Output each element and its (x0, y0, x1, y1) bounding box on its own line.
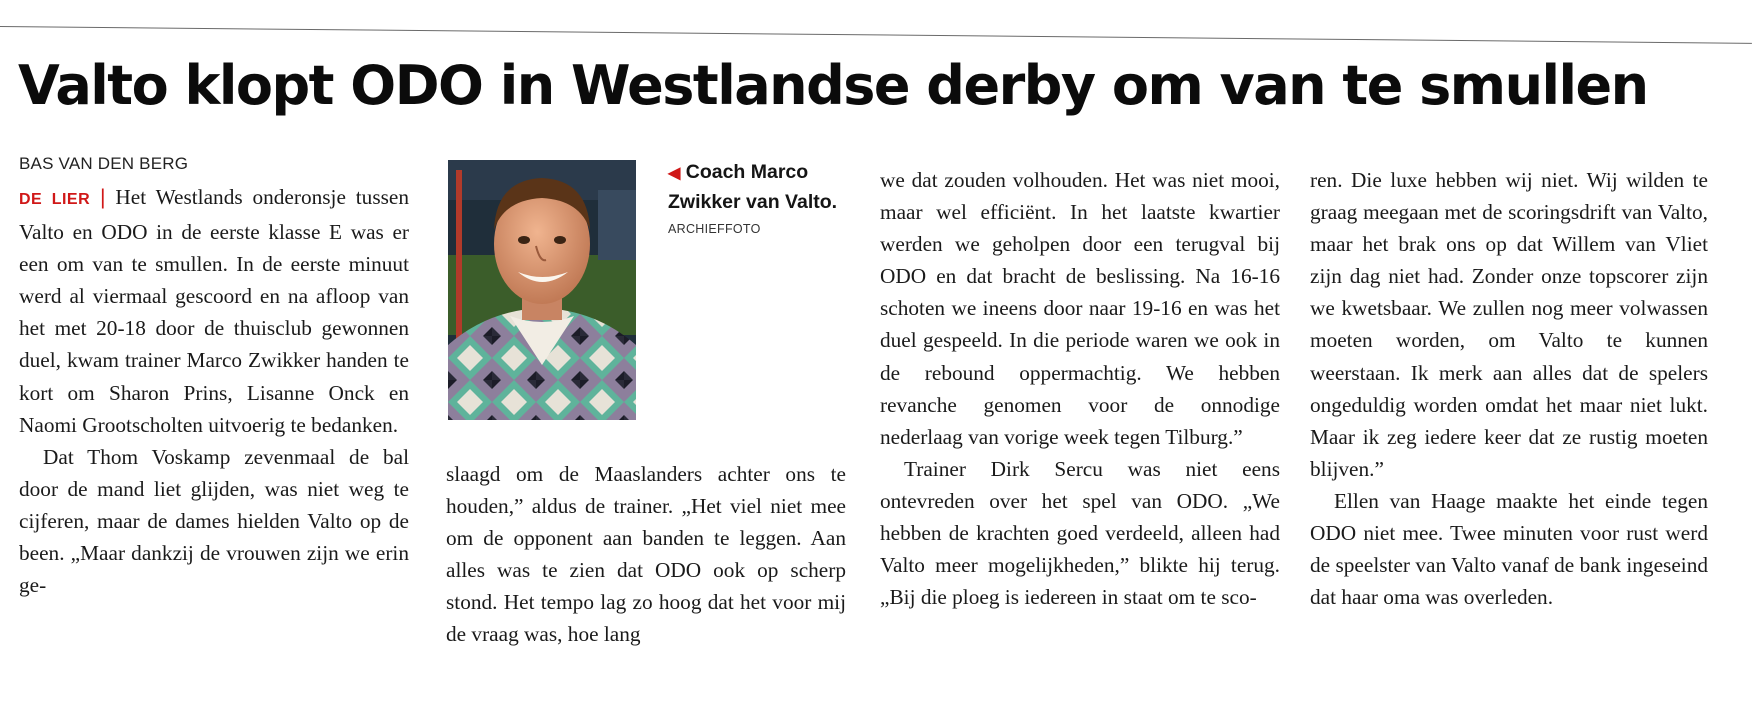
dateline: DE LIER (19, 191, 91, 208)
lead-text: Het Westlands onderonsje tussen Valto en ODO in de eerste klasse E was er een om van te smullen. In de eerste minuut werd al viermaal gescoord en na afloop van het met 20-18 door de thuisclub gewonnen duel, kwam trainer Marco Zwikker handen te kort om Sharon Prins, Lisanne Onck en Naomi Grootscholten uitvoerig te bedanken. (19, 185, 410, 437)
paragraph-sercu: Trainer Dirk Sercu was niet eens ontevreden over het spel van ODO. „We hebben de krachten goed verdeeld, alleen had Valto meer mogelijkheden,” blikte hij terug. „Bij die ploeg is iedereen in staat om te sco- (880, 456, 1280, 610)
caption-label: Coach Marco Zwikker van Valto. (668, 161, 838, 213)
article-column-4 (1310, 164, 1708, 613)
article-headline: Valto klopt ODO in Westlandse derby om van te smullen (18, 54, 1648, 117)
paragraph-trainer-quote: slaagd om de Maaslanders achter ons te houden,” aldus de trainer. „Het viel niet mee om de opponent aan banden te leggen. Aan alles was te zien dat ODO ook op scherp stond. Het tempo lag zo hoog dat het voor mij de vraag was, hoe lang (446, 462, 846, 647)
article-column-1 (19, 154, 410, 601)
paragraph-lead (19, 181, 409, 441)
article-column-2 (446, 458, 846, 651)
paragraph-van-haage: Ellen van Haage maakte het einde tegen ODO niet mee. Twee minuten voor rust werd de speelster van Valto vanaf de bank ingeseind dat haar oma was overleden. (1310, 488, 1708, 610)
paragraph-quote-continued: we dat zouden volhouden. Het was niet mooi, maar wel efficiënt. In het laatste kwartier werden we geholpen door een terugval bij ODO en dat bracht de beslissing. Na 16-16 schoten we ineens door naar 19-16 en was het duel gespeeld. In die periode waren we ook in de rebound oppermachtig. We hebben revanche genomen voor de onnodige nederlaag van vorige week tegen Tilburg.” (880, 168, 1280, 449)
coach-photo (448, 160, 636, 420)
top-rule (0, 26, 1752, 44)
photo-credit: ARCHIEFFOTO (668, 222, 761, 236)
caption-arrow-icon: ◀ (668, 165, 681, 182)
dateline-separator: | (100, 185, 106, 209)
paragraph-sercu-continued: ren. Die luxe hebben wij niet. Wij wilden te graag meegaan met de scoringsdrift van Valto, maar het brak ons op dat Willem van Vliet zijn dag niet had. Zonder onze topscorer zijn we kwetsbaar. We zullen nog meer volwassen moeten worden, om Valto te kunnen weerstaan. Ik merk aan alles dat de spelers ongeduldig worden omdat het maar niet lukt. Maar ik zeg iedere keer dat ze rustig moeten blijven.” (1310, 168, 1708, 481)
caption-text (668, 158, 843, 216)
photo-caption (668, 158, 843, 236)
byline: BAS VAN DEN BERG (19, 154, 189, 173)
article-column-3 (880, 164, 1280, 613)
paragraph-voskamp: Dat Thom Voskamp zevenmaal de bal door de mand liet glijden, was niet weg te cijferen, maar de dames hielden Valto op de been. „Maar dankzij de vrouwen zijn we erin ge- (19, 444, 409, 598)
coach-portrait-image (448, 160, 636, 420)
